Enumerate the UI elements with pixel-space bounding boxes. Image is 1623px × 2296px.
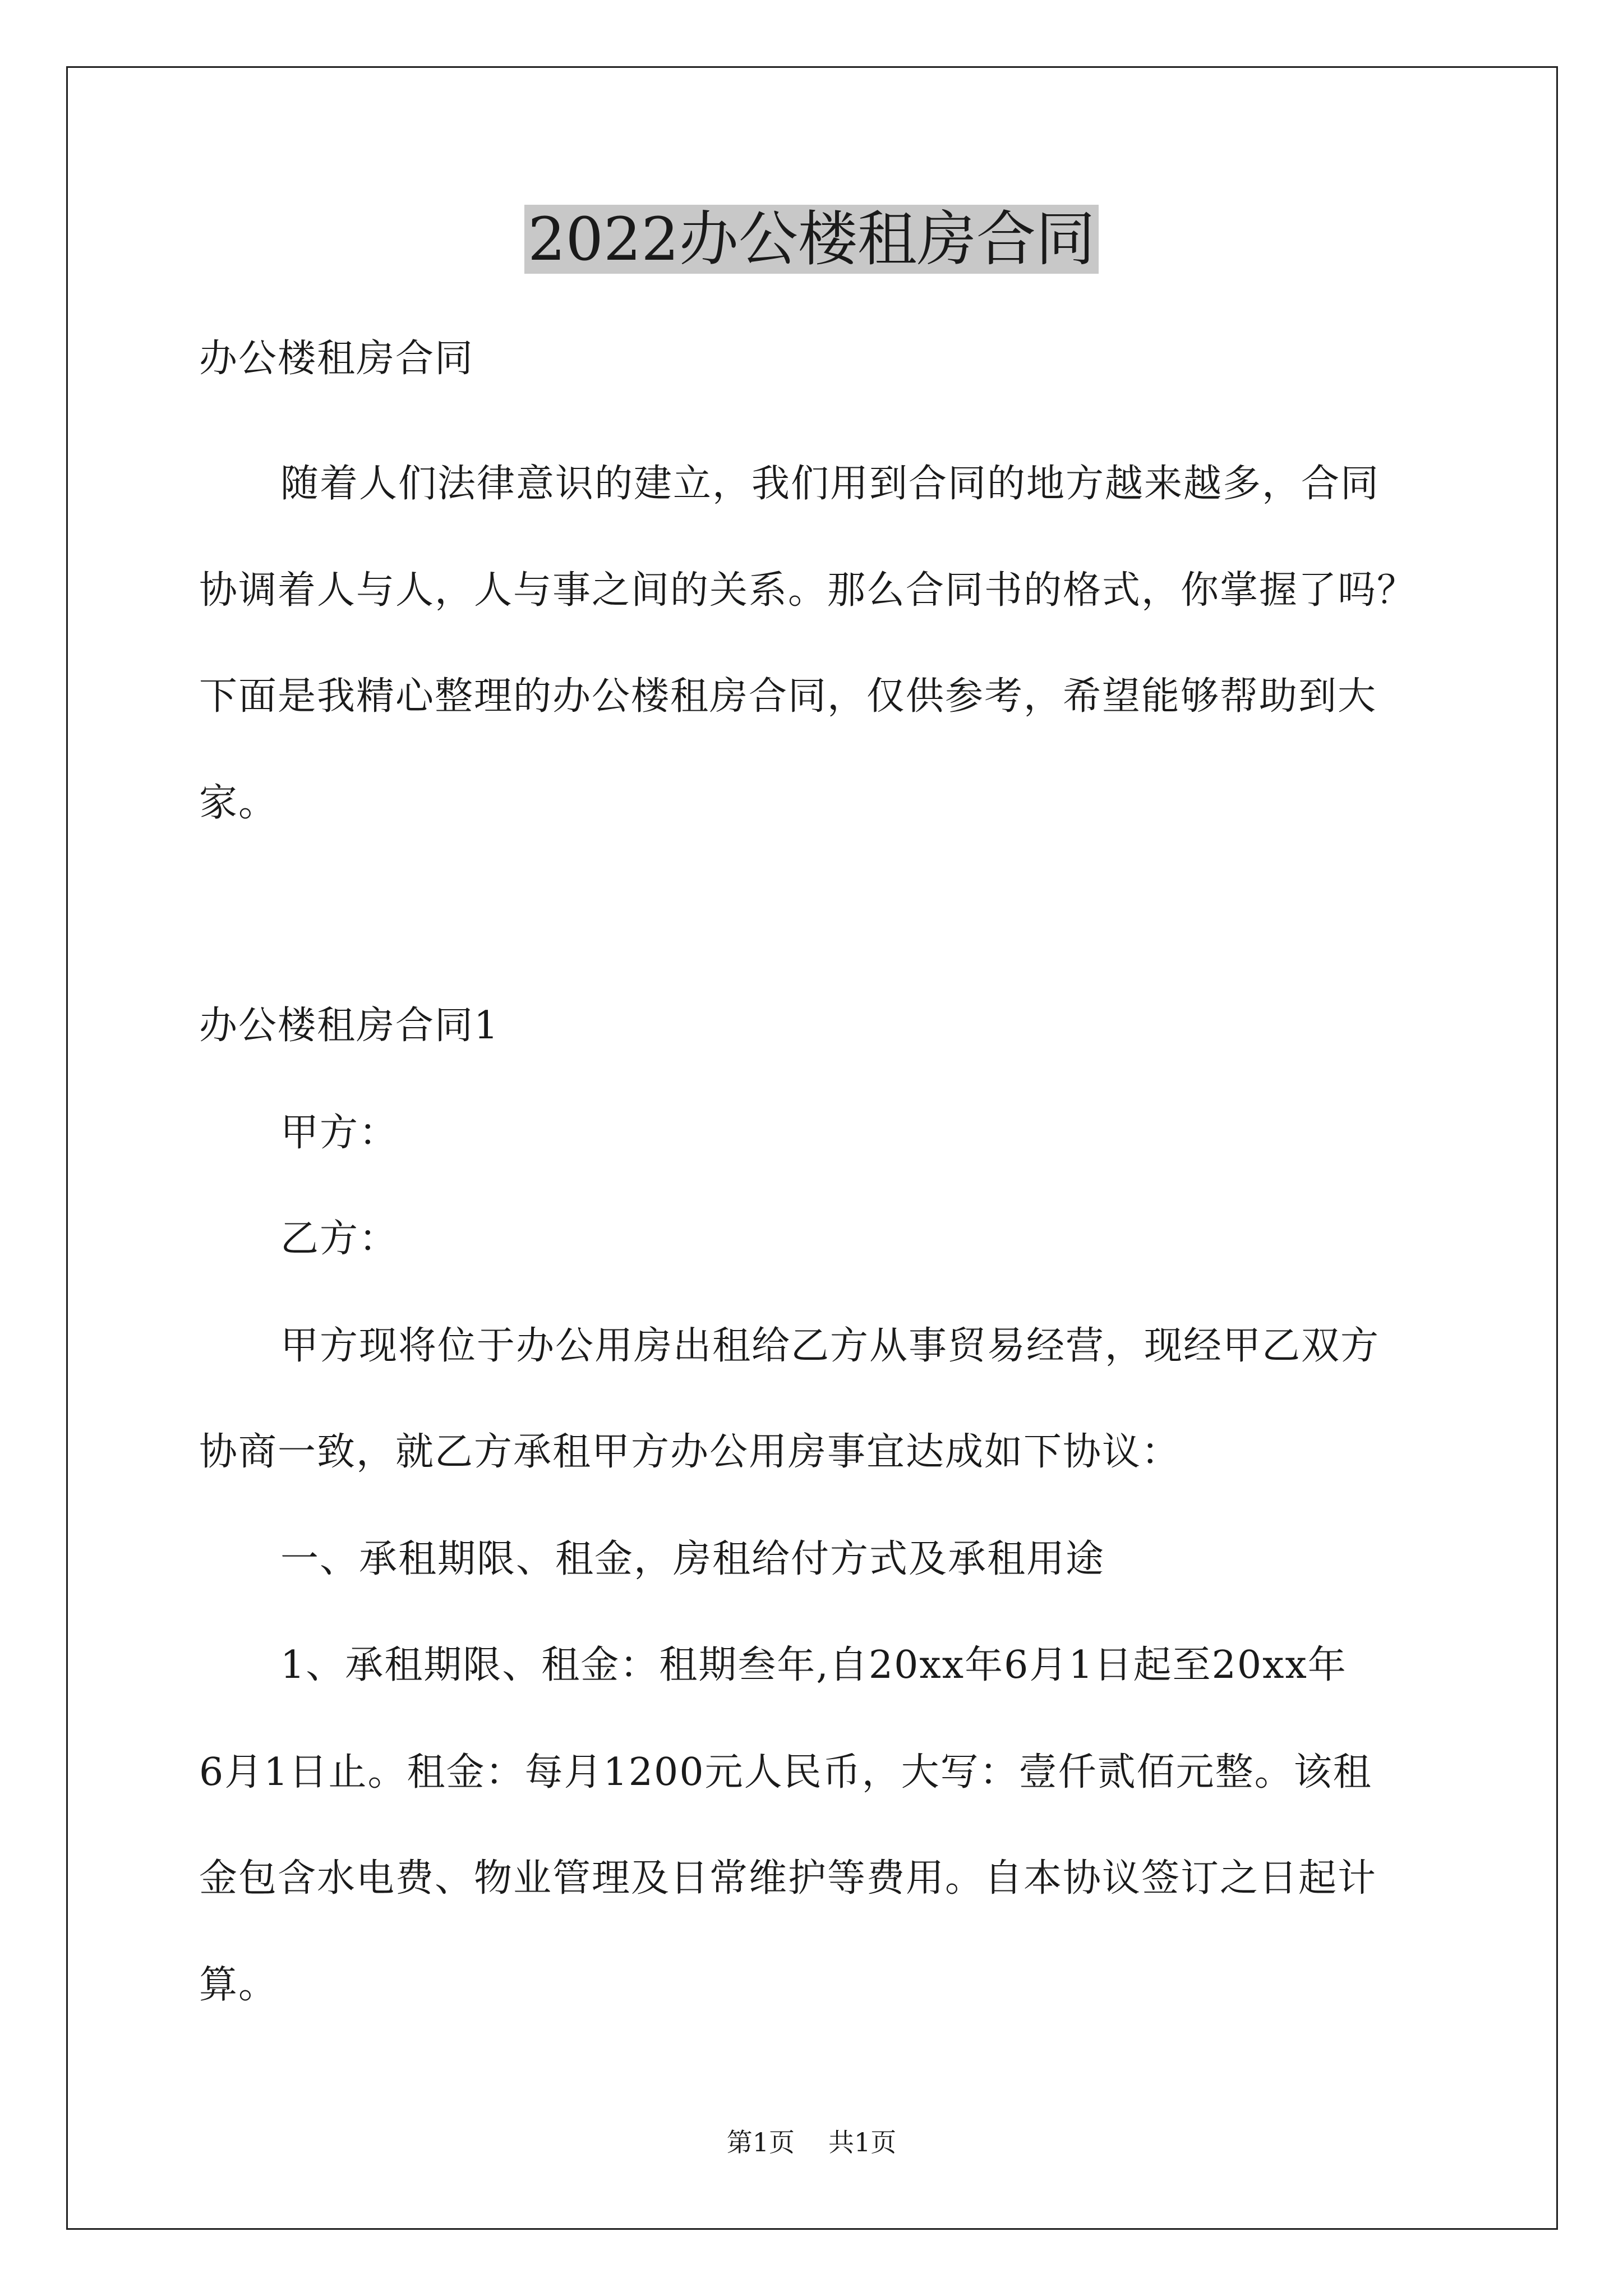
clause-heading: 一、承租期限、租金，房租给付方式及承租用途 (280, 1537, 1105, 1581)
section-heading: 办公楼租房合同1 (199, 1004, 500, 1048)
paragraph-line: 算。 (199, 1963, 278, 2007)
paragraph-line: 金包含水电费、物业管理及日常维护等费用。自本协议签订之日起计 (199, 1856, 1377, 1901)
paragraph-line: 甲方现将位于办公用房出租给乙方从事贸易经营，现经甲乙双方 (280, 1324, 1380, 1368)
page-footer (0, 2125, 1623, 2159)
page-total: 共1页 (828, 2127, 897, 2157)
intro-heading: 办公楼租房合同 (199, 337, 474, 381)
page-number: 第1页 (726, 2127, 795, 2157)
paragraph-line: 协商一致，就乙方承租甲方办公用房事宜达成如下协议： (199, 1430, 1181, 1474)
paragraph-line: 家。 (199, 781, 278, 825)
paragraph-line: 随着人们法律意识的建立，我们用到合同的地方越来越多，合同 (280, 462, 1380, 506)
paragraph-line: 下面是我精心整理的办公楼租房合同，仅供参考，希望能够帮助到大 (199, 674, 1377, 719)
paragraph-line: 1、承租期限、租金：租期叁年,自20xx年6月1日起至20xx年 (280, 1643, 1347, 1687)
party-b-label: 乙方： (280, 1217, 399, 1261)
party-a-label: 甲方： (280, 1111, 399, 1155)
document-title (0, 203, 1623, 276)
document-title-text: 2022办公楼租房合同 (524, 205, 1099, 274)
paragraph-line: 协调着人与人，人与事之间的关系。那么合同书的格式，你掌握了吗？ (199, 568, 1417, 613)
paragraph-line: 6月1日止。租金：每月1200元人民币，大写：壹仟贰佰元整。该租 (199, 1750, 1372, 1795)
